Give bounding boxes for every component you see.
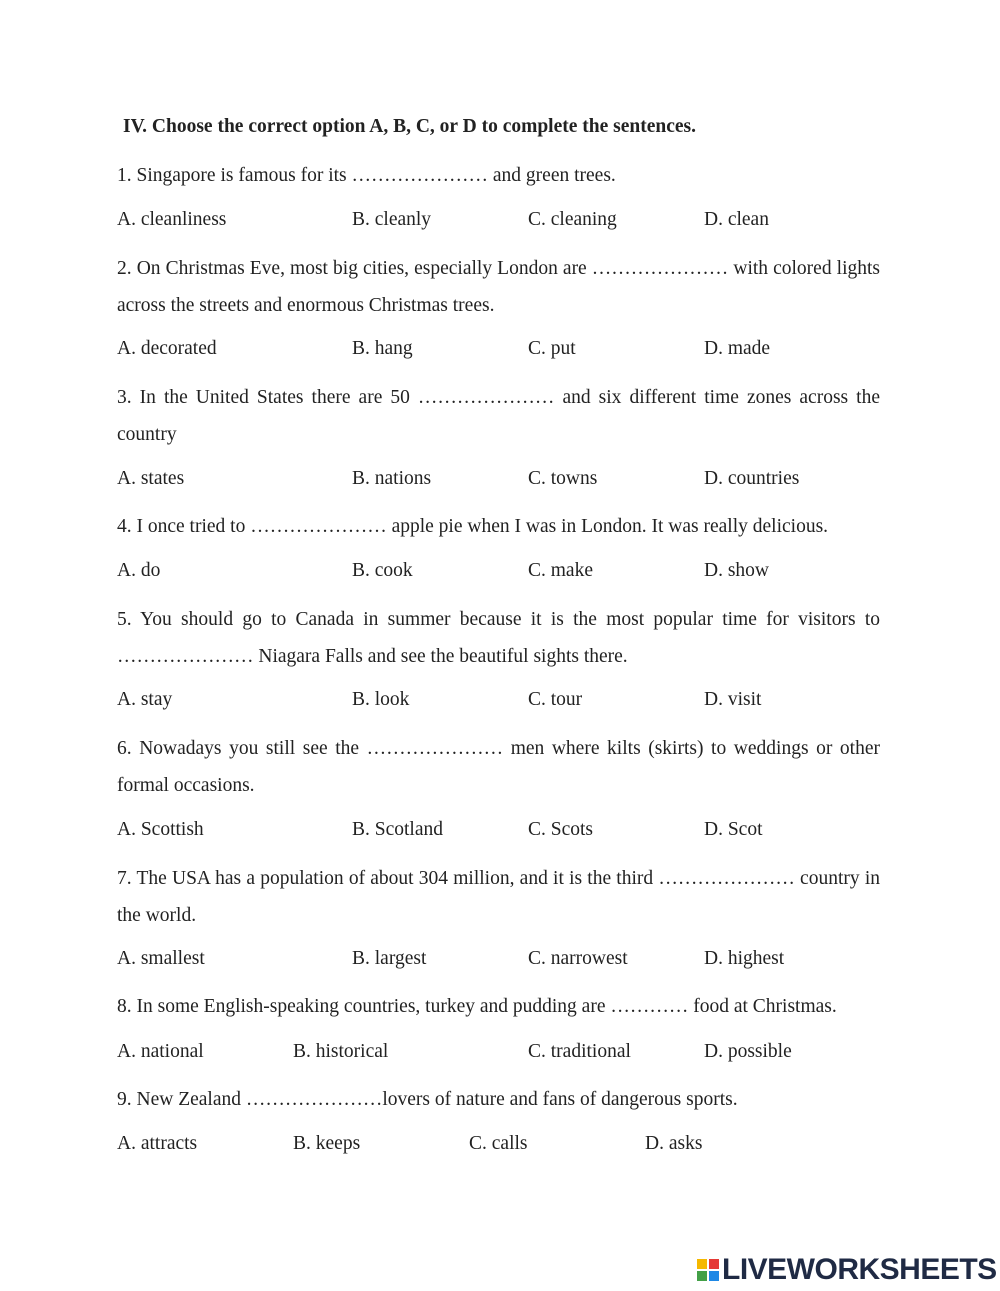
option-d[interactable]: D. asks [645, 1133, 703, 1154]
logo-square-icon [709, 1271, 719, 1281]
option-d[interactable]: D. possible [704, 1041, 792, 1062]
options-row-9 [117, 1133, 880, 1161]
option-b[interactable]: B. hang [352, 338, 413, 359]
page-title: IV. Choose the correct option A, B, C, or D to complete the sentences. [123, 116, 697, 137]
logo-square-icon [709, 1259, 719, 1269]
option-d[interactable]: D. show [704, 560, 770, 581]
question-1: 1. Singapore is famous for its ………………… and green trees. [117, 165, 616, 186]
option-b[interactable]: B. keeps [293, 1133, 361, 1154]
options-row-7 [117, 948, 880, 976]
option-b[interactable]: B. cook [352, 560, 413, 581]
liveworksheets-logo[interactable] [697, 1254, 997, 1286]
options-row-8 [117, 1041, 880, 1069]
logo-square-icon [697, 1271, 707, 1281]
logo-square-icon [697, 1259, 707, 1269]
option-a[interactable]: A. attracts [117, 1133, 198, 1154]
options-row-1 [117, 209, 880, 237]
option-c[interactable]: C. tour [528, 689, 583, 710]
question-4: 4. I once tried to ………………… apple pie when I was in London. It was really delicious. [117, 516, 829, 537]
option-a[interactable]: A. smallest [117, 948, 205, 969]
option-a[interactable]: A. national [117, 1041, 204, 1062]
option-a[interactable]: A. states [117, 468, 185, 489]
question-9: 9. New Zealand …………………lovers of nature and fans of dangerous sports. [117, 1089, 738, 1110]
option-a[interactable]: A. cleanliness [117, 209, 227, 230]
option-c[interactable]: C. narrowest [528, 948, 628, 969]
option-d[interactable]: D. countries [704, 468, 800, 489]
options-row-3 [117, 468, 880, 496]
option-b[interactable]: B. look [352, 689, 410, 710]
question-5: 5. You should go to Canada in summer because it is the most popular time for visitors to ………………… Niagara Falls and see the beautiful sights there. [117, 609, 880, 667]
logo-mark-icon [697, 1259, 719, 1281]
options-row-6 [117, 819, 880, 847]
option-c[interactable]: C. traditional [528, 1041, 631, 1062]
option-a[interactable]: A. Scottish [117, 819, 204, 840]
options-row-2 [117, 338, 880, 366]
option-d[interactable]: D. Scot [704, 819, 763, 840]
option-d[interactable]: D. clean [704, 209, 769, 230]
question-3: 3. In the United States there are 50 ………………… and six different time zones across the country [117, 387, 880, 445]
option-d[interactable]: D. highest [704, 948, 785, 969]
option-a[interactable]: A. do [117, 560, 161, 581]
option-d[interactable]: D. made [704, 338, 771, 359]
option-c[interactable]: C. calls [469, 1133, 528, 1154]
option-a[interactable]: A. stay [117, 689, 173, 710]
option-c[interactable]: C. towns [528, 468, 598, 489]
question-2: 2. On Christmas Eve, most big cities, especially London are ………………… with colored lights across the streets and enormous Christmas trees. [117, 258, 880, 316]
question-7: 7. The USA has a population of about 304 million, and it is the third ………………… country in the world. [117, 868, 880, 926]
options-row-5 [117, 689, 880, 717]
option-c[interactable]: C. make [528, 560, 593, 581]
option-c[interactable]: C. Scots [528, 819, 594, 840]
option-a[interactable]: A. decorated [117, 338, 217, 359]
option-b[interactable]: B. nations [352, 468, 432, 489]
option-b[interactable]: B. historical [293, 1041, 389, 1062]
options-row-4 [117, 560, 880, 588]
option-b[interactable]: B. cleanly [352, 209, 432, 230]
option-c[interactable]: C. cleaning [528, 209, 617, 230]
option-c[interactable]: C. put [528, 338, 576, 359]
option-b[interactable]: B. largest [352, 948, 427, 969]
question-8: 8. In some English-speaking countries, turkey and pudding are ………… food at Christmas. [117, 996, 837, 1017]
option-b[interactable]: B. Scotland [352, 819, 443, 840]
option-d[interactable]: D. visit [704, 689, 762, 710]
logo-text: LIVEWORKSHEETS [722, 1253, 997, 1286]
question-6: 6. Nowadays you still see the ………………… men where kilts (skirts) to weddings or other formal occasions. [117, 738, 880, 796]
